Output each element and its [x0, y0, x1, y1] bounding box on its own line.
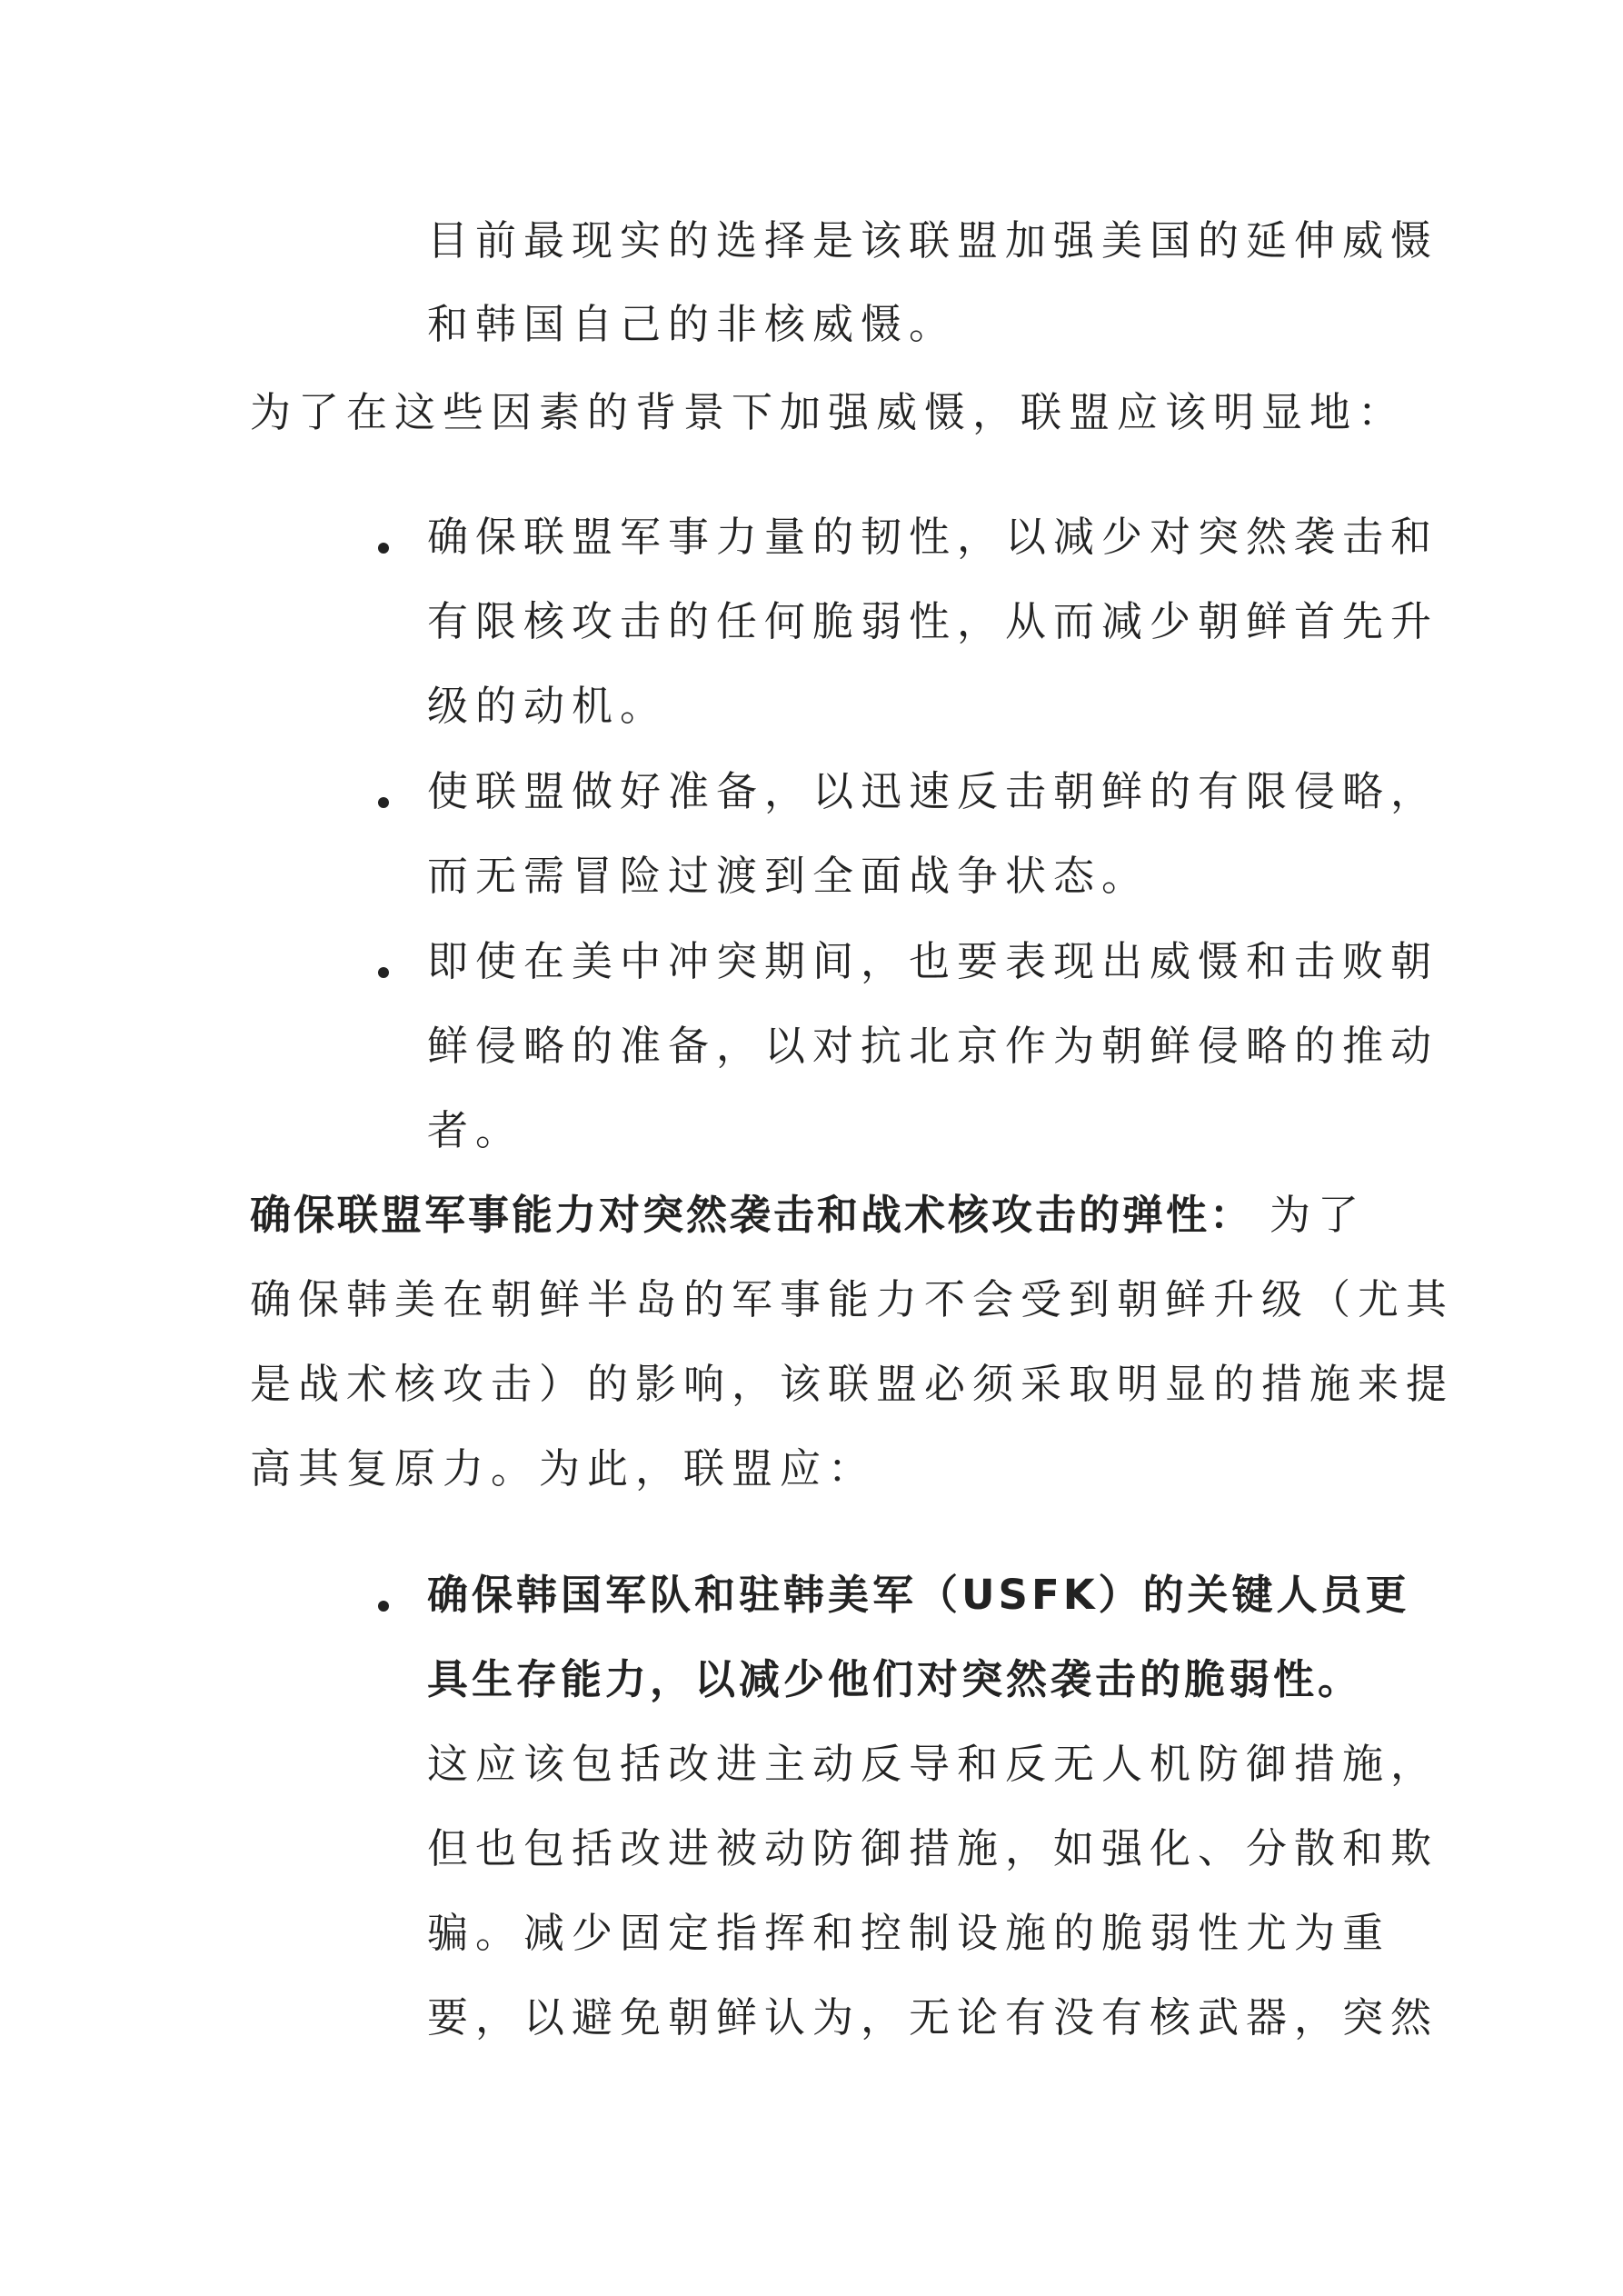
section-line-3: 是战术核攻击）的影响，该联盟必须采取明显的措施来提 — [250, 1360, 1455, 1408]
bullet-1-line-3: 级的动机。 — [427, 682, 669, 730]
bullet-4-line-3: 这应该包括改进主动反导和反无人机防御措施， — [427, 1740, 1439, 1788]
section-first-line-rest: 为了 — [1270, 1191, 1367, 1239]
bullet-3-line-3: 者。 — [427, 1106, 524, 1154]
bullet-4-line-6: 要，以避免朝鲜认为，无论有没有核武器，突然 — [427, 1993, 1439, 2041]
section-first-line — [250, 1188, 1366, 1243]
section-line-4: 高其复原力。为此，联盟应： — [250, 1444, 877, 1492]
bullet-2-line-2: 而无需冒险过渡到全面战争状态。 — [427, 852, 1150, 900]
intro-line-2: 和韩国自己的非核威慑。 — [427, 300, 958, 348]
bullet-dot — [378, 1601, 389, 1612]
bullet-dot — [378, 967, 389, 978]
bullet-4-line-5: 骗。减少固定指挥和控制设施的脆弱性尤为重 — [427, 1909, 1391, 1957]
bullet-4-line-4: 但也包括改进被动防御措施，如强化、分散和欺 — [427, 1824, 1439, 1872]
bullet-dot — [378, 797, 389, 808]
section-heading: 确保联盟军事能力对突然袭击和战术核攻击的弹性： — [250, 1191, 1254, 1239]
bullet-2-line-1: 使联盟做好准备，以迅速反击朝鲜的有限侵略， — [427, 767, 1439, 815]
bullet-3-line-2: 鲜侵略的准备，以对抗北京作为朝鲜侵略的推动 — [427, 1022, 1439, 1070]
bullet-1-line-2: 有限核攻击的任何脆弱性，从而减少朝鲜首先升 — [427, 597, 1439, 645]
intro-line-1: 目前最现实的选择是该联盟加强美国的延伸威慑 — [427, 216, 1439, 265]
bullet-4-bold-line-1: 确保韩国军队和驻韩美军（USFK）的关键人员更 — [427, 1571, 1410, 1619]
bullet-dot — [378, 543, 389, 554]
bullet-1-line-1: 确保联盟军事力量的韧性，以减少对突然袭击和 — [427, 513, 1439, 561]
section-line-2: 确保韩美在朝鲜半岛的军事能力不会受到朝鲜升级（尤其 — [250, 1275, 1455, 1323]
bullet-3-line-1: 即使在美中冲突期间，也要表现出威慑和击败朝 — [427, 937, 1439, 985]
bullet-4-bold-line-2: 具生存能力，以减少他们对突然袭击的脆弱性。 — [427, 1655, 1363, 1703]
lead-paragraph: 为了在这些因素的背景下加强威慑，联盟应该明显地： — [250, 388, 1407, 436]
